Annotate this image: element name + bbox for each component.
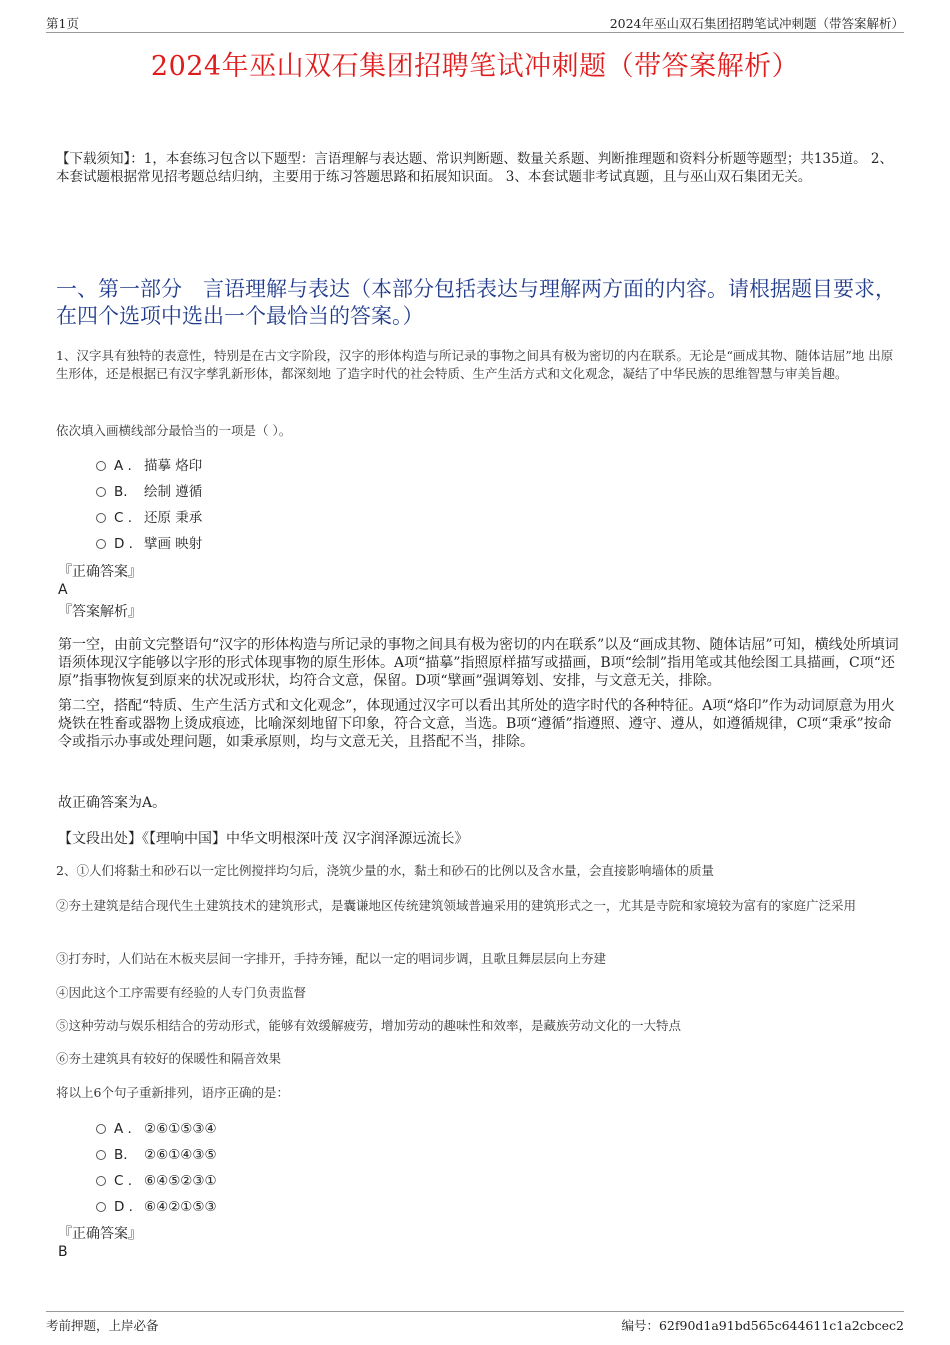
section-title: 一、第一部分 言语理解与表达（本部分包括表达与理解两方面的内容。请根据题目要求，在四个选项中选出一个最恰当的答案。） — [56, 277, 896, 328]
q2-option-d[interactable] — [96, 1197, 217, 1217]
radio-icon[interactable] — [96, 1124, 106, 1134]
q2-sentence-3: ③打夯时，人们站在木板夹层间一字排开，手持夯锤，配以一定的唱词步调，且歌且舞层层向上夯建 — [56, 951, 607, 966]
header-doc-title: 2024年巫山双石集团招聘笔试冲刺题（带答案解析） — [609, 16, 904, 31]
q1-answer: A — [58, 582, 68, 598]
option-text: ⑥④⑤②③① — [144, 1173, 217, 1189]
option-text: 绘制 遵循 — [144, 484, 203, 500]
option-text: ②⑥①⑤③④ — [144, 1121, 217, 1137]
q1-option-c[interactable] — [96, 508, 202, 528]
q2-sentence-6: ⑥夯土建筑具有较好的保暖性和隔音效果 — [56, 1051, 282, 1066]
document-title: 2024年巫山双石集团招聘笔试冲刺题（带答案解析） — [150, 51, 800, 82]
radio-icon[interactable] — [96, 513, 106, 523]
q2-sentence-5: ⑤这种劳动与娱乐相结合的劳动形式，能够有效缓解疲劳，增加劳动的趣味性和效率，是藏族劳动文化的一大特点 — [56, 1018, 682, 1033]
q1-option-d[interactable] — [96, 534, 202, 554]
option-label: D . — [114, 1199, 133, 1215]
q1-conclusion: 故正确答案为A。 — [58, 795, 167, 811]
q2-option-c[interactable] — [96, 1171, 217, 1191]
option-label: B. — [114, 484, 128, 500]
radio-icon[interactable] — [96, 461, 106, 471]
q1-prompt: 依次填入画横线部分最恰当的一项是（ ）。 — [56, 423, 292, 438]
q2-option-b[interactable] — [96, 1145, 217, 1165]
q2-stem: 2、①人们将黏土和砂石以一定比例搅拌均匀后，浇筑少量的水，黏土和砂石的比例以及含水量，会直接影响墙体的质量 — [56, 863, 714, 878]
radio-icon[interactable] — [96, 1150, 106, 1160]
q1-option-b[interactable] — [96, 482, 202, 502]
q1-option-a[interactable] — [96, 456, 202, 476]
option-label: C . — [114, 1173, 133, 1189]
q2-prompt: 将以上6个句子重新排列，语序正确的是： — [56, 1085, 289, 1100]
q2-answer-label: 『正确答案』 — [58, 1226, 142, 1242]
radio-icon[interactable] — [96, 1176, 106, 1186]
footer-slogan: 考前押题，上岸必备 — [46, 1318, 159, 1333]
radio-icon[interactable] — [96, 487, 106, 497]
radio-icon[interactable] — [96, 539, 106, 549]
q1-answer-label: 『正确答案』 — [58, 564, 142, 580]
option-label: A . — [114, 458, 132, 474]
footer-serial: 编号：62f90d1a91bd565c644611c1a2cbcec2 — [621, 1318, 904, 1333]
q1-analysis-p1: 第一空，由前文完整语句“汉字的形体构造与所记录的事物之间具有极为密切的内在联系”以及“画成其物、随体诘屈”可知，横线处所填词语须体现汉字能够以字形的形式体现事物的原生形体。A项“描摹”指照原样描写或描画，B项“绘制”指用笔或其他绘图工具描画，C项“还原”指事物恢复到原来的状况或形状，均符合文意，保留。D项“擘画”强调筹划、安排，与文意无关，排除。 — [58, 637, 899, 689]
q1-source: 【文段出处】《【理响中国】中华文明根深叶茂 汉字润泽源远流长》 — [58, 831, 469, 847]
option-text: 擘画 映射 — [144, 536, 203, 552]
q1-analysis-label: 『答案解析』 — [58, 604, 142, 620]
option-text: 描摹 烙印 — [144, 458, 203, 474]
option-text: ⑥④②①⑤③ — [144, 1199, 217, 1215]
option-text: 还原 秉承 — [144, 510, 203, 526]
q1-analysis-p2: 第二空，搭配“特质、生产生活方式和文化观念”，体现通过汉字可以看出其所处的造字时代的各种特征。A项“烙印”作为动词原意为用火烧铁在牲畜或器物上烫成痕迹，比喻深刻地留下印象，符合文意，当选。B项“遵循”指遵照、遵守、遵从，如遵循规律，C项“秉承”按命令或指示办事或处理问题，如秉承原则，均与文意无关，且搭配不当，排除。 — [58, 698, 895, 750]
option-label: B. — [114, 1147, 128, 1163]
option-label: C . — [114, 510, 133, 526]
q1-stem: 1、汉字具有独特的表意性，特别是在古文字阶段，汉字的形体构造与所记录的事物之间具有极为密切的内在联系。无论是“画成其物、随体诘屈”地 出原生形体，还是根据已有汉字孳乳新形体，都深刻地 了造字时代的社会特质、生产生活方式和文化观念，凝结了中华民族的思维智慧与审美旨趣。 — [56, 348, 894, 381]
download-notice: 【下载须知】：1，本套练习包含以下题型：言语理解与表达题、常识判断题、数量关系题、判断推理题和资料分析题等题型；共135道。 2、本套试题根据常见招考题总结归纳，主要用于练习答题思路和拓展知识面。 3、本套试题非考试真题，且与巫山双石集团无关。 — [56, 151, 893, 185]
page-header — [46, 14, 904, 33]
q2-sentence-4: ④因此这个工序需要有经验的人专门负责监督 — [56, 985, 307, 1000]
radio-icon[interactable] — [96, 1202, 106, 1212]
q2-answer: B — [58, 1244, 68, 1260]
option-label: D . — [114, 536, 133, 552]
option-label: A . — [114, 1121, 132, 1137]
option-text: ②⑥①④③⑤ — [144, 1147, 217, 1163]
page-number: 第1页 — [46, 16, 79, 31]
q2-sentence-2: ②夯土建筑是结合现代生土建筑技术的建筑形式，是囊谦地区传统建筑领域普遍采用的建筑形式之一，尤其是寺院和家境较为富有的家庭广泛采用 — [56, 898, 857, 913]
page-footer — [46, 1311, 904, 1334]
q2-option-a[interactable] — [96, 1119, 217, 1139]
